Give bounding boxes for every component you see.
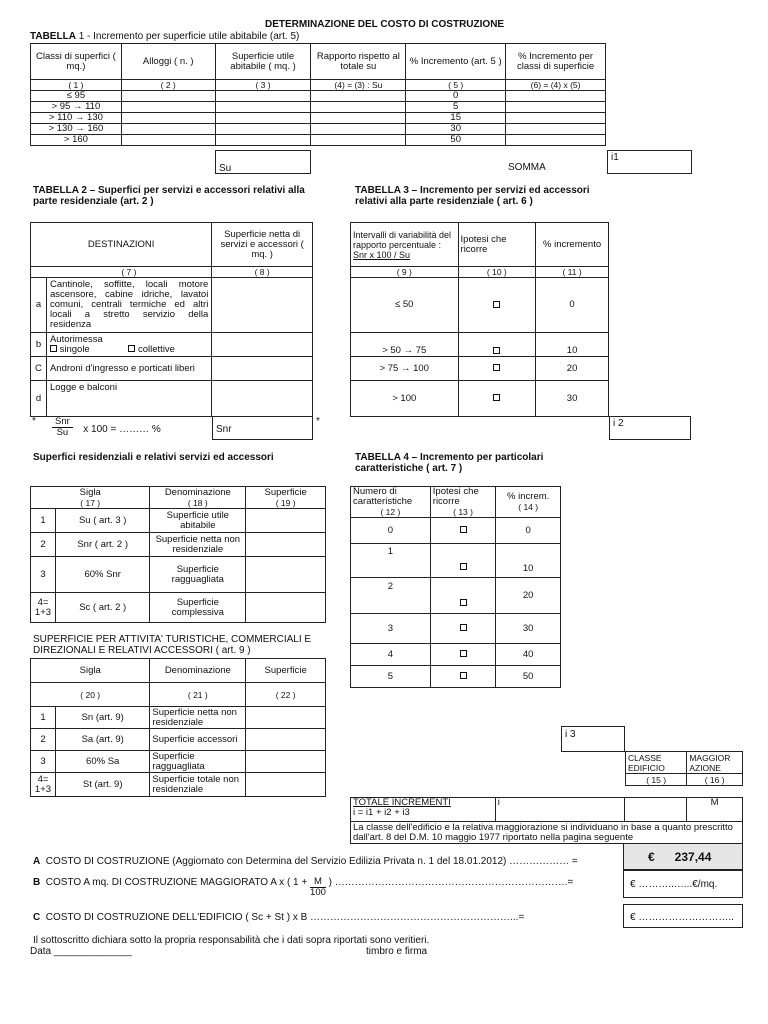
cost-b-text: COSTO A mq. DI COSTRUZIONE MAGGIORATO A x ( 1 + bbox=[45, 877, 308, 888]
t1-inc: 30 bbox=[406, 124, 506, 135]
t3-range: > 100 bbox=[351, 381, 459, 417]
t3-value: 20 bbox=[536, 357, 609, 381]
sr-code: ( 17 ) bbox=[80, 497, 101, 508]
t2-collettive-label: collettive bbox=[138, 343, 175, 355]
tc-sup-input[interactable] bbox=[246, 707, 326, 729]
t1-superficie-input[interactable] bbox=[215, 91, 311, 102]
t1-alloggi-input[interactable] bbox=[121, 124, 215, 135]
t3-checkbox[interactable] bbox=[493, 301, 500, 308]
tc-sigla: 60% Sa bbox=[55, 751, 149, 773]
table4 bbox=[350, 486, 561, 688]
t4-checkbox[interactable] bbox=[460, 650, 467, 657]
tc-code: ( 21 ) bbox=[150, 683, 246, 707]
checkbox-singole[interactable] bbox=[50, 345, 57, 352]
tc-sup-input[interactable] bbox=[246, 773, 326, 797]
t4-header: Numero di caratteristiche bbox=[353, 486, 413, 507]
tc-header: Denominazione bbox=[150, 659, 246, 683]
t3-code: ( 9 ) bbox=[351, 267, 459, 278]
t4-value: 20 bbox=[496, 578, 561, 614]
table-row bbox=[351, 644, 561, 666]
t3-code: ( 10 ) bbox=[458, 267, 536, 278]
t4-checkbox[interactable] bbox=[460, 526, 467, 533]
t4-value: 30 bbox=[496, 614, 561, 644]
table-row bbox=[31, 102, 606, 113]
t1-header-classi: Classi di superfici ( mq.) bbox=[31, 44, 122, 80]
table1 bbox=[30, 43, 606, 146]
t1-class: > 95 → 110 bbox=[31, 102, 122, 113]
cost-a-value: € 237,44 bbox=[648, 850, 712, 864]
totale-table bbox=[350, 797, 743, 844]
cost-a-box bbox=[623, 843, 743, 870]
tc-sigla: Sn (art. 9) bbox=[55, 707, 149, 729]
t2-snr-box[interactable] bbox=[212, 416, 313, 440]
tc-table bbox=[30, 658, 326, 797]
t4-checkbox[interactable] bbox=[460, 624, 467, 631]
t2-code: ( 8 ) bbox=[212, 267, 313, 278]
cost-b-text-end: ) …………………………………………………………….= bbox=[328, 877, 574, 888]
cost-c-box[interactable] bbox=[623, 904, 743, 928]
t4-value: 50 bbox=[496, 666, 561, 688]
t4-value: 10 bbox=[496, 544, 561, 578]
t4-num: 4 bbox=[351, 644, 431, 666]
table-row bbox=[31, 509, 326, 533]
t2-sup-input[interactable] bbox=[212, 357, 313, 381]
sr-sigla: Sc ( art. 2 ) bbox=[55, 593, 149, 623]
cost-b-key: B bbox=[33, 877, 41, 888]
sr-table bbox=[30, 486, 326, 623]
sr-header: Superficie bbox=[264, 486, 307, 498]
t4-checkbox[interactable] bbox=[460, 599, 467, 606]
table-row bbox=[31, 91, 606, 102]
t1-inc-classi-input[interactable] bbox=[506, 113, 606, 124]
tc-num: 3 bbox=[31, 751, 56, 773]
t3-i2-label: i 2 bbox=[613, 418, 624, 429]
tc-num: 2 bbox=[31, 729, 56, 751]
table-row bbox=[31, 707, 326, 729]
sr-num: 2 bbox=[31, 533, 56, 557]
t1-inc: 0 bbox=[406, 91, 506, 102]
tc-sigla: St (art. 9) bbox=[55, 773, 149, 797]
t2-code: ( 7 ) bbox=[46, 267, 211, 278]
table-row bbox=[31, 278, 313, 333]
t2-code-blank bbox=[31, 267, 47, 278]
t4-num: 3 bbox=[351, 614, 431, 644]
cost-b-den: 100 bbox=[310, 887, 326, 898]
table1-caption bbox=[30, 31, 299, 42]
t1-alloggi-input[interactable] bbox=[121, 102, 215, 113]
table1-label: TABELLA bbox=[30, 31, 76, 42]
classe-note: La classe dell'edificio e la relativa maggiorazione si individuano in base a quanto prescritto dall'art. 8 del D.M. 10 maggio 1977 riportato nella pagina seguente bbox=[351, 822, 743, 844]
t1-alloggi-input[interactable] bbox=[121, 135, 215, 146]
table-row bbox=[31, 124, 606, 135]
t1-rapporto-input[interactable] bbox=[311, 113, 406, 124]
tc-denom: Superficie netta non residenziale bbox=[150, 707, 246, 729]
t1-inc-classi-input[interactable] bbox=[506, 135, 606, 146]
sr-sup-input[interactable] bbox=[246, 593, 326, 623]
t1-superficie-input[interactable] bbox=[215, 124, 311, 135]
sr-denom: Superficie complessiva bbox=[150, 593, 246, 623]
table-row bbox=[31, 333, 313, 357]
t1-header-alloggi: Alloggi ( n. ) bbox=[121, 44, 215, 80]
tc-sup-input[interactable] bbox=[246, 751, 326, 773]
sr-header: Sigla bbox=[79, 486, 101, 498]
totale-i[interactable]: i bbox=[495, 798, 625, 822]
sr-denom: Superficie netta non residenziale bbox=[150, 533, 246, 557]
t4-i3-label: i 3 bbox=[565, 729, 576, 740]
sr-code: ( 18 ) bbox=[187, 497, 208, 508]
sr-sigla: Snr ( art. 2 ) bbox=[55, 533, 149, 557]
t3-value: 30 bbox=[536, 381, 609, 417]
cost-b-num: M bbox=[310, 877, 326, 888]
cost-b-line bbox=[33, 877, 573, 898]
page-title: DETERMINAZIONE DEL COSTO DI COSTRUZIONE bbox=[265, 19, 505, 30]
t2-sup-input[interactable] bbox=[212, 381, 313, 417]
t4-code: ( 14 ) bbox=[518, 502, 539, 512]
t1-code: ( 5 ) bbox=[406, 80, 506, 91]
table3-caption: TABELLA 3 – Incremento per servizi ed accessori relativi alla parte residenziale ( art. 6 ) bbox=[355, 185, 590, 207]
cost-b-value: € ………..…...€/mq. bbox=[630, 879, 718, 890]
t1-alloggi-input[interactable] bbox=[121, 91, 215, 102]
t1-class: > 130 → 160 bbox=[31, 124, 122, 135]
t3-checkbox[interactable] bbox=[493, 364, 500, 371]
t2-formula-den: Su bbox=[56, 427, 69, 438]
table-row bbox=[31, 729, 326, 751]
sr-denom: Superficie ragguagliata bbox=[150, 557, 246, 593]
t1-rapporto-input[interactable] bbox=[311, 124, 406, 135]
sr-sup-input[interactable] bbox=[246, 509, 326, 533]
t3-i2-box[interactable] bbox=[609, 416, 691, 440]
t2-header-sup: Superficie netta di servizi e accessori ( mq. ) bbox=[212, 223, 313, 267]
t3-checkbox[interactable] bbox=[493, 394, 500, 401]
t4-value: 0 bbox=[496, 518, 561, 544]
t4-num: 5 bbox=[351, 666, 431, 688]
cost-a-key: A bbox=[33, 856, 41, 867]
t1-header-superficie: Superficie utile abitabile ( mq. ) bbox=[215, 44, 311, 80]
table-row bbox=[351, 381, 609, 417]
t4-header: % increm. bbox=[507, 491, 550, 502]
t4-header: Ipotesi che ricorre bbox=[432, 486, 479, 507]
t1-alloggi-input[interactable] bbox=[121, 113, 215, 124]
table-row bbox=[31, 593, 326, 623]
t2-key: a bbox=[31, 278, 47, 333]
t3-star: * bbox=[316, 416, 320, 427]
tc-code: ( 20 ) bbox=[31, 683, 150, 707]
cost-c-key: C bbox=[33, 912, 41, 923]
table-row bbox=[351, 333, 609, 357]
table1-caption-text: 1 - Incremento per superficie utile abitabile (art. 5) bbox=[78, 31, 300, 42]
t3-range: ≤ 50 bbox=[351, 278, 459, 333]
t1-code: (4) = (3) : Su bbox=[311, 80, 406, 91]
table-row bbox=[31, 751, 326, 773]
table-row bbox=[31, 381, 313, 417]
t1-inc: 5 bbox=[406, 102, 506, 113]
t1-code: ( 2 ) bbox=[121, 80, 215, 91]
sr-sup-input[interactable] bbox=[246, 557, 326, 593]
t4-num: 1 bbox=[351, 544, 431, 578]
t2-text: Autorimessa bbox=[49, 333, 103, 345]
cost-b-box[interactable] bbox=[623, 870, 743, 898]
t3-header-2: Ipotesi che ricorre bbox=[458, 223, 536, 267]
t3-header-1: Intervalli di variabilità del rapporto percentuale : bbox=[353, 229, 452, 250]
sr-header: Denominazione bbox=[164, 486, 231, 498]
t1-class: ≤ 95 bbox=[31, 91, 122, 102]
sr-denom: Superficie utile abitabile bbox=[150, 509, 246, 533]
tc-caption: SUPERFICIE PER ATTIVITA' TURISTICHE, COMMERCIALI E DIREZIONALI E RELATIVI ACCESSORI ( art. 9 ) bbox=[33, 634, 312, 656]
table-row bbox=[351, 357, 609, 381]
tc-sigla: Sa (art. 9) bbox=[55, 729, 149, 751]
classe-header: CLASSE EDIFICIO bbox=[626, 752, 687, 774]
t3-header-3: % incremento bbox=[536, 223, 609, 267]
t4-checkbox[interactable] bbox=[460, 563, 467, 570]
t2-singole-label: singole bbox=[59, 343, 90, 355]
t1-class: > 110 → 130 bbox=[31, 113, 122, 124]
classe-input[interactable] bbox=[625, 798, 687, 822]
t1-class: > 160 bbox=[31, 135, 122, 146]
t4-i3-box[interactable] bbox=[561, 726, 625, 752]
t2-text: Androni d'ingresso e porticati liberi bbox=[46, 357, 211, 381]
t2-key: b bbox=[31, 333, 47, 357]
t1-rapporto-input[interactable] bbox=[311, 91, 406, 102]
t1-su-label: Su bbox=[219, 163, 232, 174]
t2-key: C bbox=[31, 357, 47, 381]
t1-rapporto-input[interactable] bbox=[311, 102, 406, 113]
t3-range: > 75 → 100 bbox=[351, 357, 459, 381]
t1-superficie-input[interactable] bbox=[215, 135, 311, 146]
sr-sigla: Su ( art. 3 ) bbox=[55, 509, 149, 533]
totale-formula: i = i1 + i2 + i3 bbox=[353, 807, 410, 818]
t2-formula-star: * bbox=[32, 416, 36, 427]
t1-i1-box[interactable] bbox=[607, 150, 692, 174]
t2-formula bbox=[52, 417, 161, 438]
t1-header-incremento-classi: % Incremento per classi di superficie bbox=[506, 44, 606, 80]
tc-sup-input[interactable] bbox=[246, 729, 326, 751]
maggiorazione-code: ( 16 ) bbox=[687, 774, 743, 786]
sr-num: 4= 1+3 bbox=[31, 593, 56, 623]
t3-range: > 50 → 75 bbox=[351, 333, 459, 357]
tc-denom: Superficie accessori bbox=[150, 729, 246, 751]
t1-code: ( 3 ) bbox=[215, 80, 311, 91]
declaration-text: Il sottoscritto dichiara sotto la propria responsabilità che i dati sopra riportati sono veritieri. bbox=[33, 935, 430, 946]
table3 bbox=[350, 222, 609, 417]
t1-rapporto-input[interactable] bbox=[311, 135, 406, 146]
sr-sigla: 60% Snr bbox=[55, 557, 149, 593]
t4-num: 2 bbox=[351, 578, 431, 614]
cost-c-value: € ……………………….. bbox=[630, 912, 734, 923]
t4-value: 40 bbox=[496, 644, 561, 666]
cost-a-text: COSTO DI COSTRUZIONE (Aggiornato con Determina del Servizio Edilizia Privata n. 1 del 18.01.2012) ……………… = bbox=[45, 856, 578, 867]
t4-num: 0 bbox=[351, 518, 431, 544]
classe-table bbox=[625, 751, 743, 786]
t1-inc-classi-input[interactable] bbox=[506, 102, 606, 113]
t1-superficie-input[interactable] bbox=[215, 102, 311, 113]
table-row bbox=[351, 614, 561, 644]
table-row bbox=[31, 357, 313, 381]
t4-code: ( 13 ) bbox=[453, 507, 473, 517]
table-row bbox=[31, 113, 606, 124]
maggiorazione-input[interactable]: M bbox=[687, 798, 743, 822]
sr-code: ( 19 ) bbox=[275, 497, 296, 508]
t4-code: ( 12 ) bbox=[380, 507, 401, 517]
t2-text: Cantinole, soffitte, locali motore ascensore, cabine idriche, lavatoi comuni, centrali termiche ed altri locali a stretto servizio della residenza bbox=[46, 278, 211, 333]
tc-denom: Superficie ragguagliata bbox=[150, 751, 246, 773]
t2-snr-label: Snr bbox=[216, 424, 232, 435]
table-row bbox=[31, 135, 606, 146]
table4-caption: TABELLA 4 – Incremento per particolari caratteristiche ( art. 7 ) bbox=[355, 452, 544, 474]
t1-su-box[interactable] bbox=[215, 150, 311, 174]
cost-c-text: COSTO DI COSTRUZIONE DELL'EDIFICIO ( Sc + St ) x B ……………………………………………………...= bbox=[45, 912, 525, 923]
table-row bbox=[351, 666, 561, 688]
t3-code: ( 11 ) bbox=[536, 267, 609, 278]
t3-checkbox[interactable] bbox=[493, 347, 500, 354]
tc-header: Superficie bbox=[246, 659, 326, 683]
t3-value: 0 bbox=[536, 278, 609, 333]
classe-code: ( 15 ) bbox=[626, 774, 687, 786]
sr-caption: Superfici residenziali e relativi servizi ed accessori bbox=[33, 452, 274, 463]
sr-num: 1 bbox=[31, 509, 56, 533]
t1-code: (6) = (4) x (5) bbox=[506, 80, 606, 91]
t1-somma-label: SOMMA bbox=[508, 162, 546, 173]
table-row bbox=[351, 544, 561, 578]
tc-num: 4= 1+3 bbox=[31, 773, 56, 797]
table-row bbox=[351, 278, 609, 333]
t1-code: ( 1 ) bbox=[31, 80, 122, 91]
tc-denom: Superficie totale non residenziale bbox=[150, 773, 246, 797]
tc-code: ( 22 ) bbox=[246, 683, 326, 707]
maggiorazione-header: MAGGIOR AZIONE bbox=[687, 752, 743, 774]
t3-value: 10 bbox=[536, 333, 609, 357]
sr-num: 3 bbox=[31, 557, 56, 593]
t2-sup-input[interactable] bbox=[212, 333, 313, 357]
totale-label: TOTALE INCREMENTI bbox=[353, 797, 451, 808]
table-row bbox=[351, 518, 561, 544]
sr-sup-input[interactable] bbox=[246, 533, 326, 557]
table-row bbox=[31, 773, 326, 797]
t2-text: Logge e balconi bbox=[46, 381, 211, 417]
checkbox-collettive[interactable] bbox=[128, 345, 135, 352]
table-row bbox=[31, 533, 326, 557]
t1-superficie-input[interactable] bbox=[215, 113, 311, 124]
t4-checkbox[interactable] bbox=[460, 672, 467, 679]
table-row bbox=[351, 578, 561, 614]
signature-label: timbro e firma bbox=[366, 946, 428, 957]
t1-inc-classi-input[interactable] bbox=[506, 91, 606, 102]
t1-inc-classi-input[interactable] bbox=[506, 124, 606, 135]
t2-formula-num: Snr bbox=[52, 417, 73, 428]
t1-inc: 50 bbox=[406, 135, 506, 146]
t2-header-dest: DESTINAZIONI bbox=[31, 223, 212, 267]
t3-header-1b: Snr x 100 / Su bbox=[353, 249, 411, 260]
cost-c-line bbox=[33, 912, 524, 923]
date-field[interactable]: Data ______________ bbox=[30, 946, 132, 957]
t2-key: d bbox=[31, 381, 47, 417]
t1-header-incremento: % Incremento (art. 5 ) bbox=[406, 44, 506, 80]
t2-formula-rest: x 100 = ……… % bbox=[83, 423, 161, 435]
t1-inc: 15 bbox=[406, 113, 506, 124]
tc-header: Sigla bbox=[31, 659, 150, 683]
table2 bbox=[30, 222, 313, 417]
table-row bbox=[31, 557, 326, 593]
tc-num: 1 bbox=[31, 707, 56, 729]
cost-a-line bbox=[33, 856, 578, 867]
t1-i1-label: i1 bbox=[611, 152, 619, 163]
t1-header-rapporto: Rapporto rispetto al totale su bbox=[311, 44, 406, 80]
table2-caption: TABELLA 2 – Superfici per servizi e accessori relativi alla parte residenziale (art. 2 ) bbox=[33, 185, 305, 207]
t2-sup-input[interactable] bbox=[212, 278, 313, 333]
